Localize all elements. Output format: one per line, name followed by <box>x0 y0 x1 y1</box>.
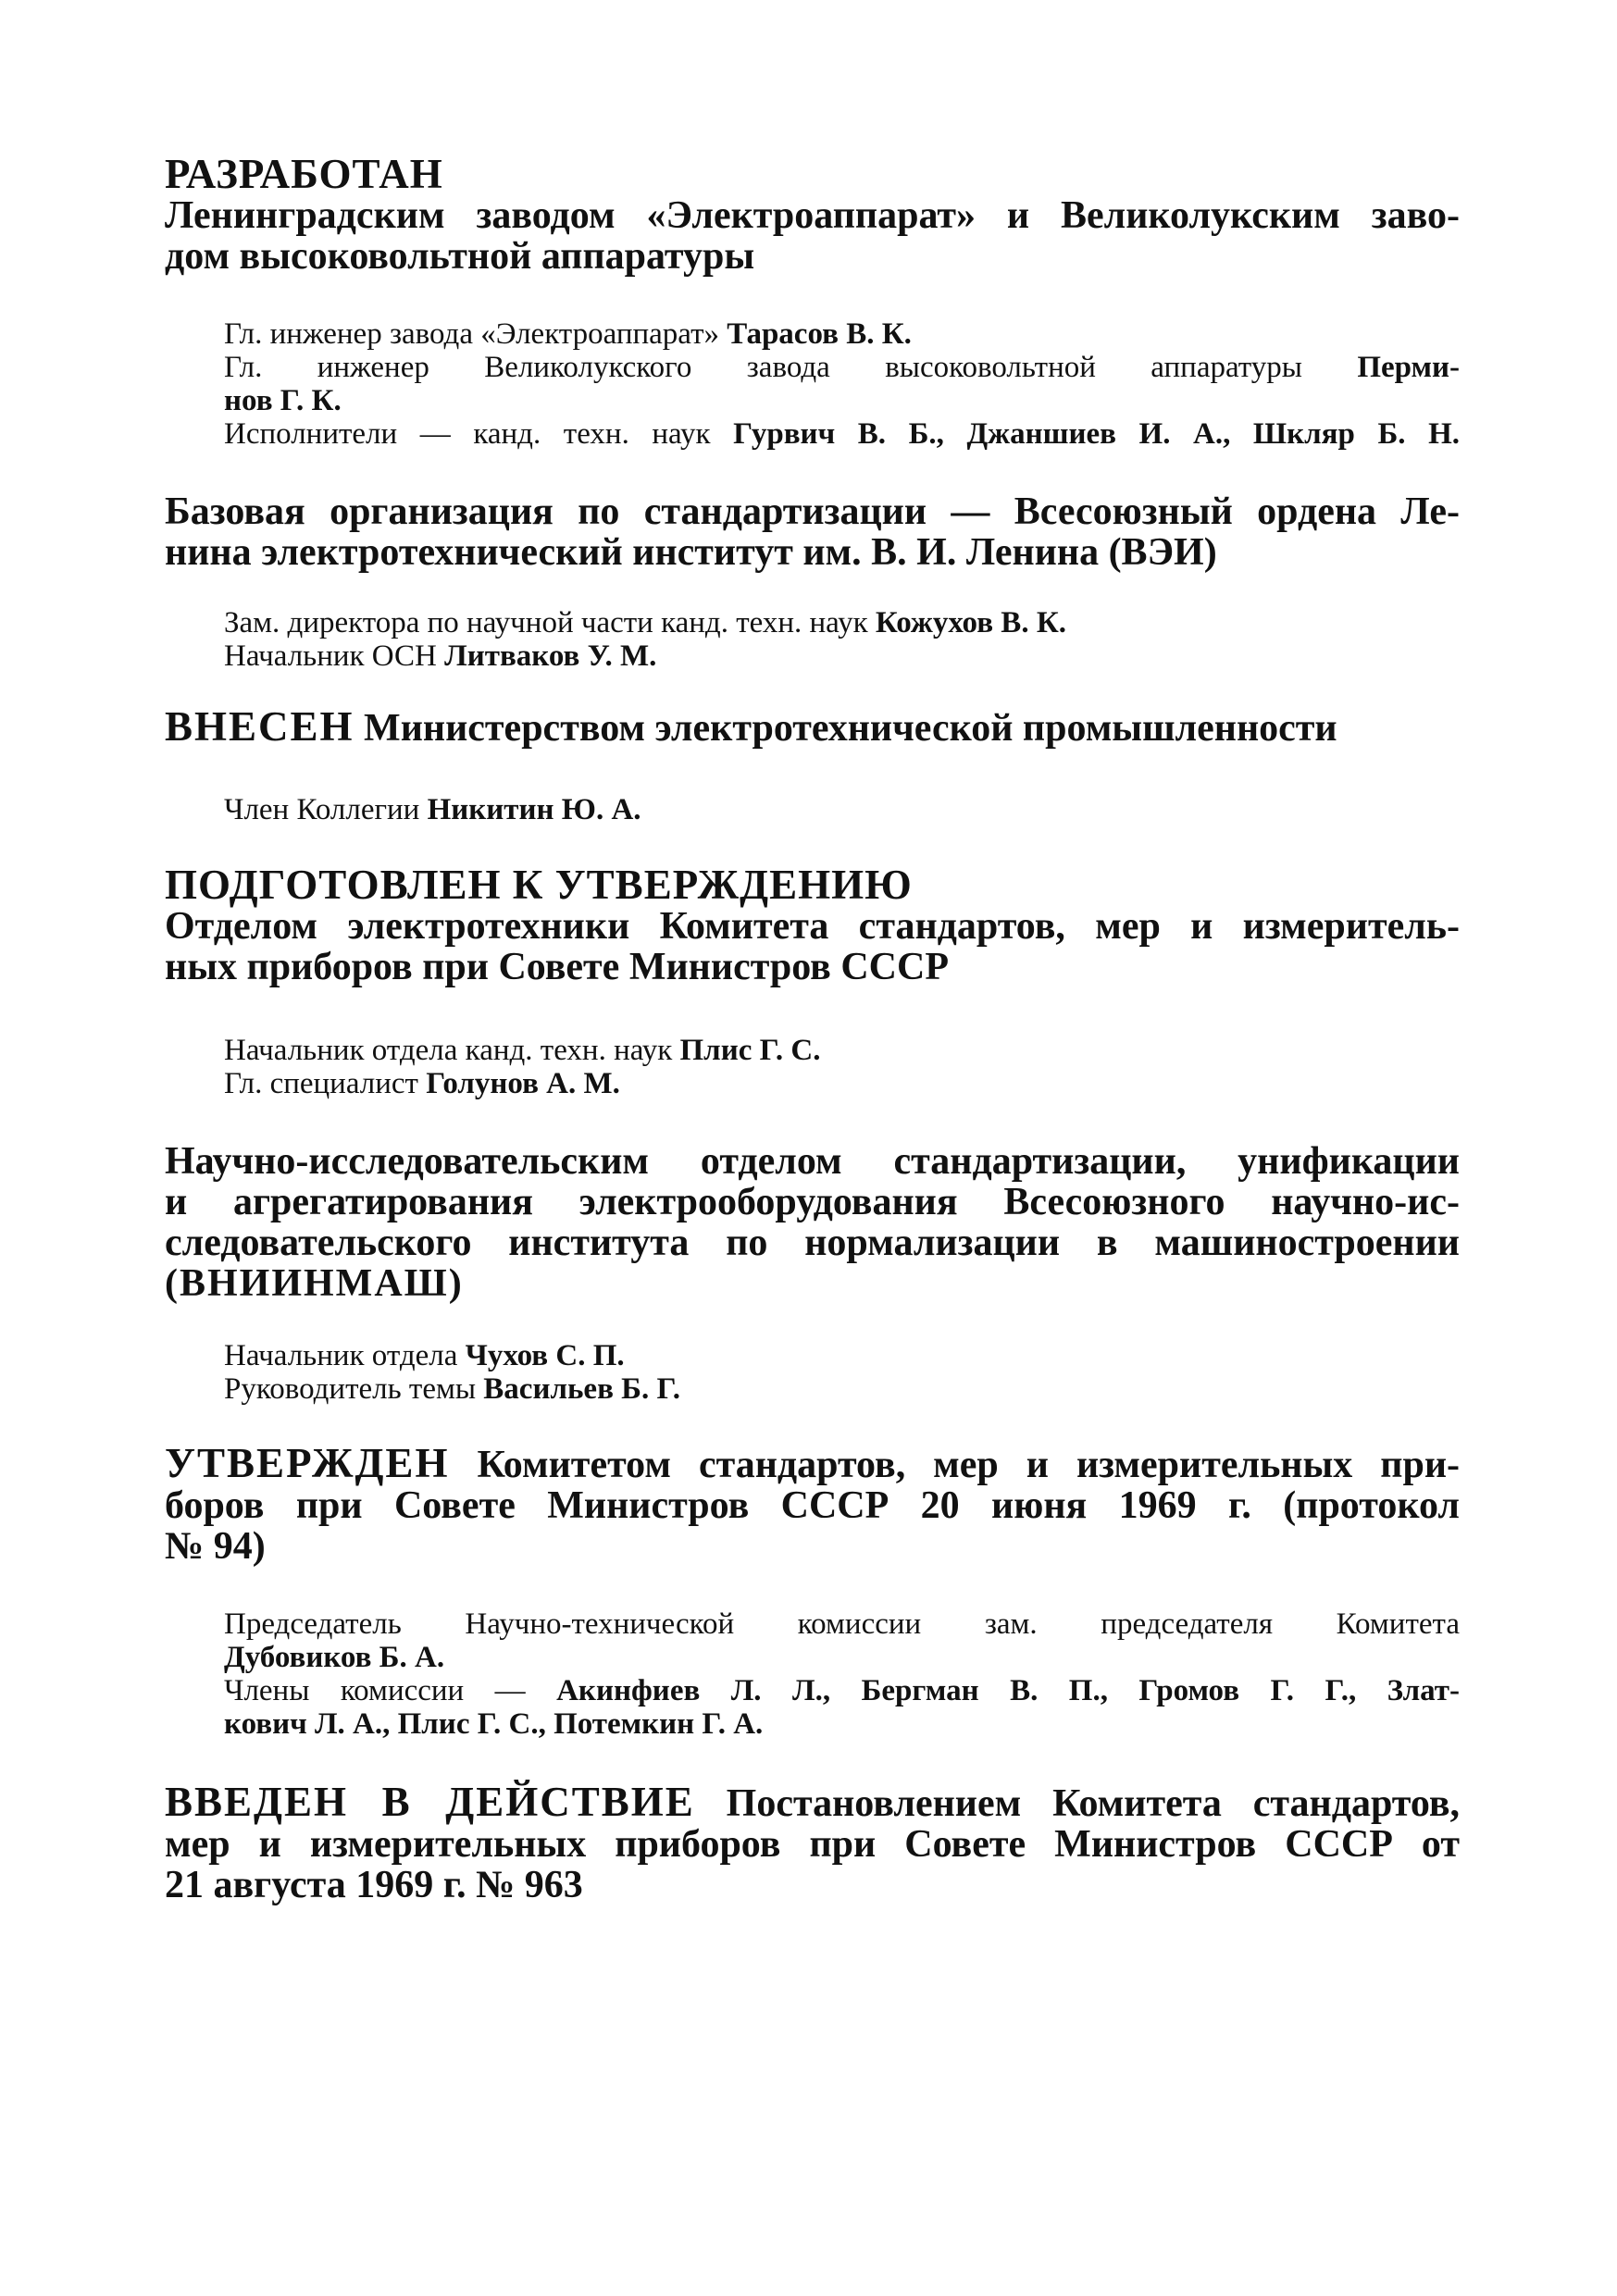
person-line <box>224 793 1460 826</box>
person-name: Перми- <box>1357 351 1460 384</box>
person-name: Тарасов В. К. <box>727 317 912 351</box>
person-role: Руководитель темы <box>224 1372 477 1406</box>
person-name: кович Л. А., Плис Г. С., Потемкин Г. А. <box>224 1707 764 1741</box>
person-line <box>224 1641 1460 1674</box>
section-submitted <box>165 703 1460 750</box>
enacted-text-line-2: мер и измерительных приборов при Совете Министров СССР от <box>165 1823 1460 1866</box>
person-line <box>224 1339 1460 1372</box>
base-org-text-line-2: нина электротехнический институт им. В. И. Ленина (ВЭИ) <box>165 531 1217 574</box>
approved-line-1 <box>165 1440 1461 1486</box>
vniinmash-text-line-3: следовательского института по нормализации в машиностроении <box>165 1222 1460 1264</box>
person-line <box>224 1707 1460 1741</box>
person-line <box>224 384 1460 417</box>
person-role: Начальник ОСН <box>224 639 437 673</box>
section-base-organization <box>165 491 1460 573</box>
person-name: Гурвич В. Б., Джаншиев И. А., Шкляр Б. Н. <box>733 417 1461 451</box>
person-name: нов Г. К. <box>224 384 342 417</box>
section-prepared <box>165 863 1460 987</box>
prepared-keyword: ПОДГОТОВЛЕН К УТВЕРЖДЕНИЮ <box>165 862 913 908</box>
person-name: Чухов С. П. <box>465 1339 625 1372</box>
person-name: Кожухов В. К. <box>875 606 1066 639</box>
person-name: Акинфиев Л. Л., Бергман В. П., Громов Г. Г., Злат- <box>556 1674 1460 1707</box>
person-line <box>224 1067 1460 1100</box>
vniinmash-text-line-1: Научно-исследовательским отделом стандартизации, унификации <box>165 1140 1460 1183</box>
section-developed <box>165 153 1460 277</box>
enacted-keyword: ВВЕДЕН В ДЕЙСТВИЕ <box>165 1779 695 1825</box>
section-approved <box>165 1440 1461 1568</box>
developed-text-line-1: Ленинградским заводом «Электроаппарат» и Великолукским заво- <box>165 194 1460 237</box>
submitted-text: Министерством электротехнической промышленности <box>364 707 1337 750</box>
person-role: Гл. инженер Великолукского завода высоковольтной аппаратуры <box>224 351 1302 384</box>
person-name: Литваков У. М. <box>444 639 657 673</box>
person-line <box>224 1034 1460 1067</box>
vniinmash-text-line-4: (ВНИИНМАШ) <box>165 1262 464 1305</box>
person-name: Плис Г. С. <box>679 1034 821 1067</box>
submitted-people <box>165 793 1460 826</box>
person-line <box>224 606 1460 639</box>
person-name: Голунов А. М. <box>426 1067 620 1100</box>
developed-people <box>165 317 1460 451</box>
person-role: Начальник отдела <box>224 1339 458 1372</box>
person-line <box>224 1674 1460 1707</box>
person-role: Исполнители — канд. техн. наук <box>224 417 711 451</box>
person-line <box>224 317 1460 351</box>
person-line <box>224 351 1460 384</box>
base-org-text-line-1: Базовая организация по стандартизации — Всесоюзный ордена Ле- <box>165 490 1460 533</box>
person-role: Гл. инженер завода «Электроаппарат» <box>224 317 720 351</box>
approved-people <box>165 1607 1460 1741</box>
person-name: Дубовиков Б. А. <box>224 1641 445 1674</box>
person-role: Члены комиссии — <box>224 1674 526 1707</box>
vniinmash-text-line-2: и агрегатирования электрооборудования Всесоюзного научно-ис- <box>165 1181 1460 1223</box>
section-enacted <box>165 1781 1460 1905</box>
base-org-people <box>165 606 1460 673</box>
approved-keyword: УТВЕРЖДЕН <box>165 1440 450 1486</box>
person-role: Гл. специалист <box>224 1067 418 1100</box>
enacted-text-line-3: 21 августа 1969 г. № 963 <box>165 1864 583 1906</box>
person-line <box>224 1607 1460 1641</box>
person-line <box>224 1372 1460 1406</box>
prepared-text-line-2: ных приборов при Совете Министров СССР <box>165 946 949 988</box>
developed-keyword: РАЗРАБОТАН <box>165 151 443 197</box>
person-role: Член Коллегии <box>224 793 420 826</box>
vniinmash-people <box>165 1339 1460 1406</box>
enacted-line-1 <box>165 1781 1460 1824</box>
developed-text-line-2: дом высоковольтной аппаратуры <box>165 235 755 278</box>
approved-text-line-2: боров при Совете Министров СССР 20 июня 1969 г. (протокол <box>165 1484 1460 1527</box>
approved-text-line-1: Комитетом стандартов, мер и измерительных при- <box>477 1444 1461 1486</box>
person-name: Васильев Б. Г. <box>483 1372 680 1406</box>
prepared-text-line-1: Отделом электротехники Комитета стандартов, мер и измеритель- <box>165 905 1460 948</box>
submitted-line <box>165 703 1460 750</box>
person-name: Никитин Ю. А. <box>427 793 641 826</box>
person-line <box>224 639 1460 673</box>
person-role: Зам. директора по научной части канд. техн. наук <box>224 606 868 639</box>
person-role: Председатель Научно-технической комиссии зам. председателя Комитета <box>224 1607 1460 1641</box>
prepared-people <box>165 1034 1460 1100</box>
person-line <box>224 417 1460 451</box>
enacted-text-line-1: Постановлением Комитета стандартов, <box>726 1782 1461 1825</box>
person-role: Начальник отдела канд. техн. наук <box>224 1034 673 1067</box>
section-vniinmash <box>165 1141 1460 1304</box>
submitted-keyword: ВНЕСЕН <box>165 703 354 750</box>
approved-text-line-3: № 94) <box>165 1525 266 1568</box>
